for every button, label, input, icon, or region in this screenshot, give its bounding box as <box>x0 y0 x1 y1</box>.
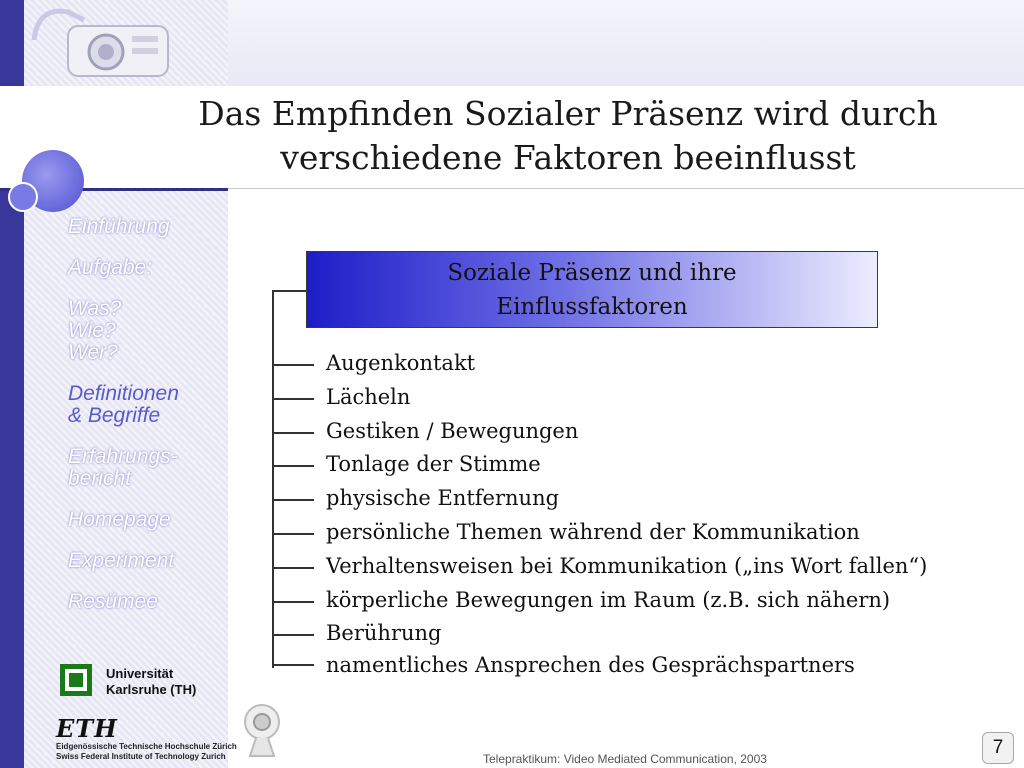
list-item: Verhaltensweisen bei Kommunikation („ins Wort fallen“) <box>272 551 1024 585</box>
nav-item-experiment[interactable]: Experiment <box>68 549 175 572</box>
university-logo-icon <box>60 664 92 696</box>
nav-item-was-wie-wer[interactable]: Was? Wie? Wer? <box>68 297 122 364</box>
diagram-header-text: Soziale Präsenz und ihre Einflussfaktoren <box>447 259 737 320</box>
list-item: Tonlage der Stimme <box>272 449 1024 483</box>
eth-name: Eidgenössische Technische Hochschule Zürich Swiss Federal Institute of Technology Zurich <box>56 742 237 761</box>
banner-panel <box>228 0 1024 87</box>
university-name: Universität Karlsruhe (TH) <box>106 666 197 697</box>
list-item: persönliche Themen während der Kommunikation <box>272 517 1024 551</box>
list-item: Berührung <box>272 618 1024 652</box>
list-item: körperliche Bewegungen im Raum (z.B. sich nähern) <box>272 585 1024 619</box>
webcam-icon <box>236 700 286 760</box>
nav-item-einfuehrung[interactable]: Einführung <box>68 215 170 238</box>
page-number: 7 <box>982 732 1014 764</box>
eth-logo: ETH <box>56 714 118 743</box>
slide-title-line: Das Empfinden Sozialer Präsenz wird durch <box>198 94 938 133</box>
slide-title-line: verschiedene Faktoren beeinflusst <box>280 138 856 177</box>
nav-item-homepage[interactable]: Homepage <box>68 508 171 531</box>
nav-item-aufgabe[interactable]: Aufgabe: <box>68 256 153 279</box>
list-item: Gestiken / Bewegungen <box>272 416 1024 450</box>
slide-title <box>128 92 1008 180</box>
factor-list <box>272 348 1024 686</box>
diagram-header <box>306 251 878 328</box>
nav-item-definitionen[interactable]: Definitionen & Begriffe <box>68 382 179 427</box>
sidebar-nav <box>68 216 228 632</box>
tree-connector <box>272 290 306 292</box>
nav-item-resuemee[interactable]: Resümee <box>68 590 158 613</box>
list-item: namentliches Ansprechen des Gesprächspartners <box>272 652 1024 686</box>
list-item: Augenkontakt <box>272 348 1024 382</box>
footer-text: Telepraktikum: Video Mediated Communication, 2003 <box>483 752 767 766</box>
projector-icon <box>28 2 178 86</box>
list-item: Lächeln <box>272 382 1024 416</box>
decorative-circle-small <box>8 182 38 212</box>
nav-item-erfahrungsbericht[interactable]: Erfahrungs- bericht <box>68 445 178 490</box>
list-item: physische Entfernung <box>272 483 1024 517</box>
